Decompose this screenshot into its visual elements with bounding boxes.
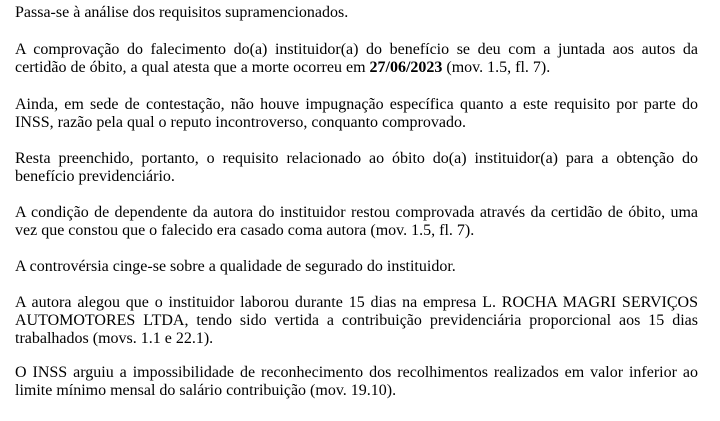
- paragraph-requirement-met: Resta preenchido, portanto, o requisito relacionado ao óbito do(a) instituidor(a) para a obtenção do benefício previdenciário.: [15, 150, 698, 185]
- death-date: 27/06/2023: [369, 59, 443, 76]
- paragraph-analysis-intro: Passa-se à análise dos requisitos supramencionados.: [15, 4, 349, 21]
- paragraph-death-proof: [15, 41, 698, 77]
- paragraph-death-proof-text: A comprovação do falecimento do(a) instituidor(a) do benefício se deu com a juntada aos autos da certidão de óbito, a qual atesta que a morte ocorreu em: [15, 41, 698, 76]
- paragraph-inss-argument: O INSS arguiu a impossibilidade de reconhecimento dos recolhimentos realizados em valor inferior ao limite mínimo mensal do salário contribuição (mov. 19.10).: [15, 364, 698, 399]
- paragraph-no-contestation: Ainda, em sede de contestação, não houve impugnação específica quanto a este requisito por parte do INSS, razão pela qual o reputo incontroverso, conquanto comprovado.: [15, 96, 698, 131]
- paragraph-dependent-condition: A condição de dependente da autora do instituidor restou comprovada através da certidão de óbito, uma vez que constou que o falecido era casado coma autora (mov. 1.5, fl. 7).: [15, 204, 698, 239]
- paragraph-controversy: A controvérsia cinge-se sobre a qualidade de segurado do instituidor.: [15, 258, 456, 275]
- paragraph-author-claim: A autora alegou que o instituidor laborou durante 15 dias na empresa L. ROCHA MAGRI SERVIÇOS AUTOMOTORES LTDA, tendo sido vertida a contribuição previdenciária proporcional aos 15 dias trabalhados (movs. 1.1 e 22.1).: [15, 294, 698, 347]
- paragraph-death-proof-ref: (mov. 1.5, fl. 7).: [442, 59, 551, 76]
